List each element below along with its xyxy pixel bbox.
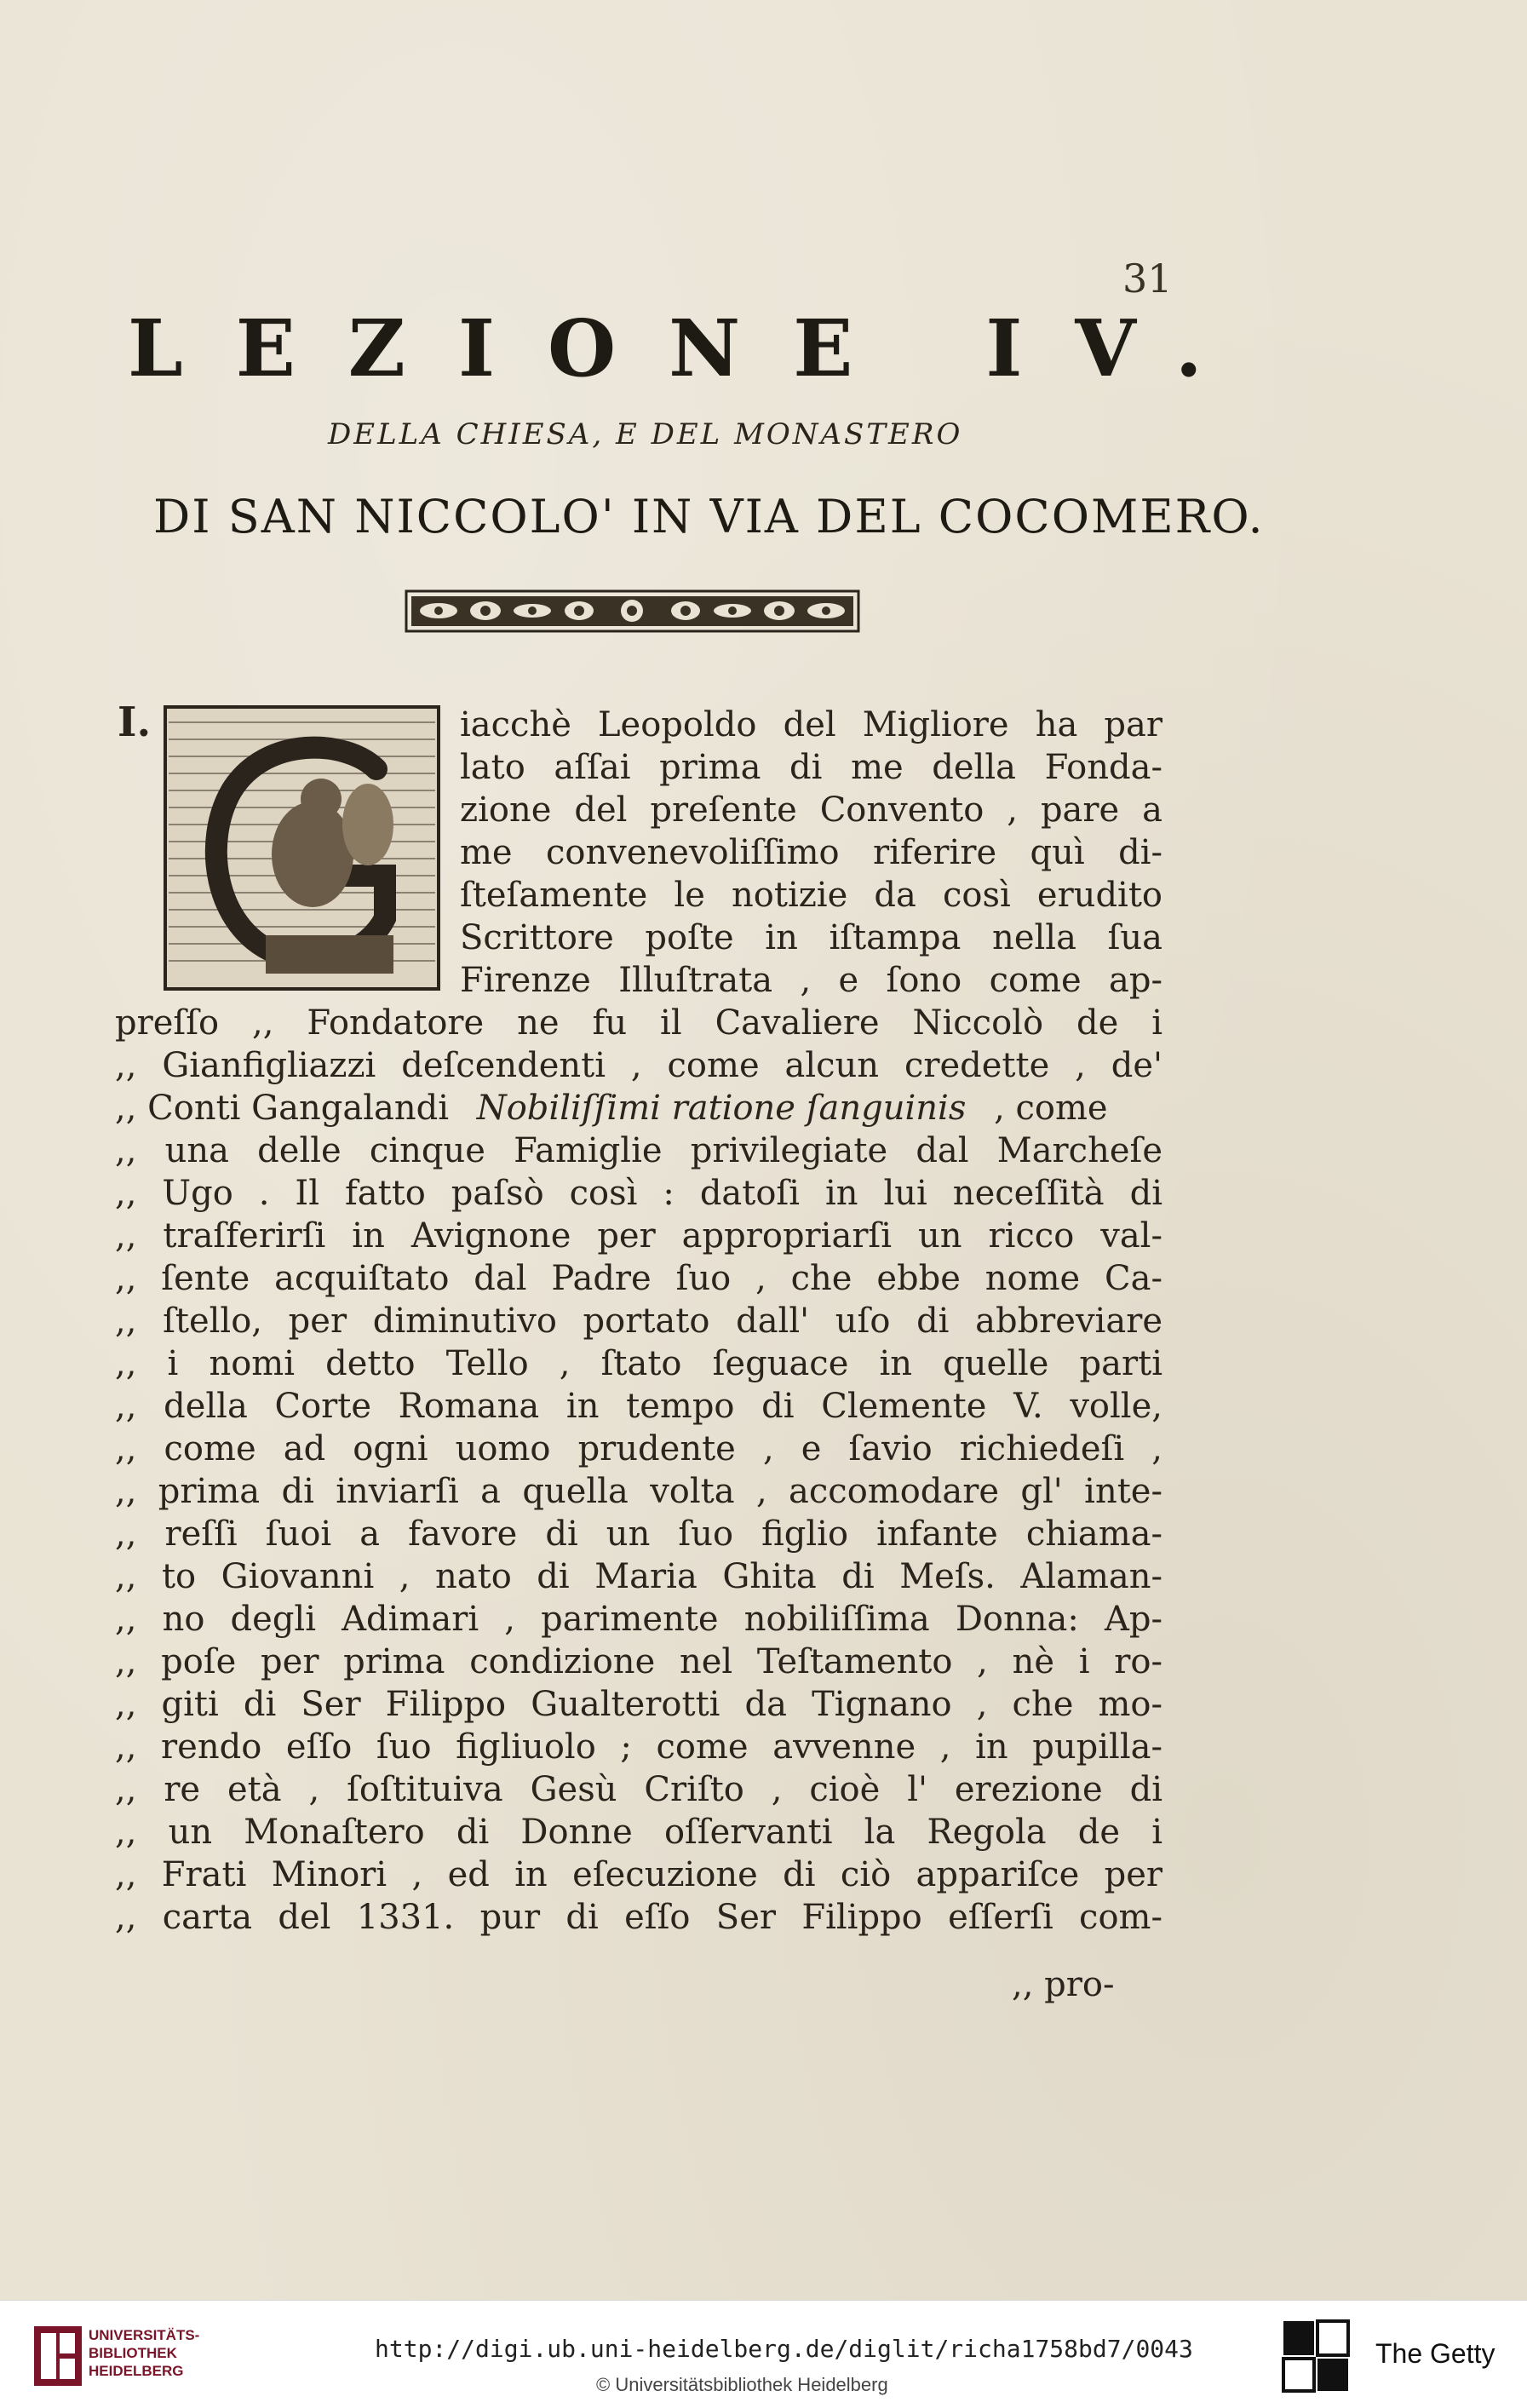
partner-name: The Getty (1375, 2338, 1495, 2369)
text-line: ,, ſente acquiſtato dal Padre ſuo , che ebbe nome Ca- (115, 1259, 1162, 1298)
text-line: lato aſſai prima di me della Fonda- (460, 748, 1162, 787)
text-line: iacchè Leopoldo del Migliore ha par (460, 705, 1162, 744)
text-line: zione del preſente Convento , pare a (460, 790, 1162, 830)
page-number: 31 (1122, 256, 1173, 302)
italic-phrase: Nobiliſſimi ratione ſanguinis (476, 1089, 967, 1128)
text-line: ,, i nomi detto Tello , ſtato ſeguace in quelle parti (115, 1344, 1162, 1383)
text-line: ,, rendo eſſo ſuo figliuolo ; come avvenne , in pupilla- (115, 1727, 1162, 1767)
library-name (89, 2326, 199, 2380)
chapter-subheading: DELLA CHIESA, E DEL MONASTERO (328, 417, 963, 451)
chapter-heading: LEZIONE IV. (128, 302, 1255, 394)
text-line: ,, Frati Minori , ed in eſecuzione di ciò appariſce per (115, 1855, 1162, 1894)
text-line: ,, traſferirſi in Avignone per appropriarſi un ricco val- (115, 1216, 1162, 1256)
text-line-mixed (115, 1087, 1162, 1129)
getty-logo-icon (1282, 2319, 1350, 2393)
permalink-url[interactable]: http://digi.ub.uni-heidelberg.de/diglit/richa1758bd7/0043 (375, 2335, 1193, 2363)
ornamental-headpiece (405, 588, 860, 635)
text-line: ,, prima di inviarſi a quella volta , accomodare gl' inte- (115, 1472, 1162, 1511)
library-name-line: UNIVERSITÄTS- (89, 2327, 200, 2343)
text-line: me convenevoliſſimo riferire quì di- (460, 833, 1162, 872)
university-library-logo-icon (34, 2326, 82, 2386)
text-line: ,, reſſi ſuoi a favore di un ſuo figlio infante chiama- (115, 1514, 1162, 1554)
text-line: ,, poſe per prima condizione nel Teſtamento , nè i ro- (115, 1642, 1162, 1681)
text-line: ,, della Corte Romana in tempo di Clemente V. volle, (115, 1387, 1162, 1426)
text-line: ,, un Monaſtero di Donne oſſervanti la Regola de i (115, 1813, 1162, 1852)
text-line: ,, Gianfigliazzi deſcendenti , come alcun credette , de' (115, 1046, 1162, 1085)
text-line: ,, come ad ogni uomo prudente , e ſavio richiedeſi , (115, 1429, 1162, 1468)
text-line: ſteſamente le notizie da così erudito (460, 876, 1162, 915)
library-name-line: BIBLIOTHEK (89, 2345, 177, 2361)
text-line: ,, ſtello, per diminutivo portato dall' uſo di abbreviare (115, 1302, 1162, 1341)
text-segment: , come (994, 1089, 1108, 1128)
text-line: ,, giti di Ser Filippo Gualterotti da Tignano , che mo- (115, 1685, 1162, 1724)
text-line: ,, Ugo . Il fatto paſsò così : datoſi in lui neceſſità di (115, 1174, 1162, 1213)
text-line: ,, carta del 1331. pur di eſſo Ser Filippo eſſerſi com- (115, 1898, 1162, 1937)
text-line: ,, re età , ſoſtituiva Gesù Criſto , cioè l' erezione di (115, 1770, 1162, 1809)
chapter-title: DI SAN NICCOLO' IN VIA DEL COCOMERO. (153, 490, 1265, 543)
text-line: Firenze Illuſtrata , e ſono come ap- (460, 961, 1162, 1000)
text-line: preſſo ,, Fondatore ne fu il Cavaliere Niccolò de i (115, 1003, 1162, 1043)
text-line: ,, to Giovanni , nato di Maria Ghita di Meſs. Alaman- (115, 1557, 1162, 1596)
catchword: ,, pro- (1012, 1965, 1115, 2004)
text-line: ,, no degli Adimari , parimente nobiliſſima Donna: Ap- (115, 1600, 1162, 1639)
viewer-footer (0, 2300, 1527, 2408)
decorated-initial-g (164, 705, 440, 991)
text-segment: ,, Conti Gangalandi (115, 1089, 449, 1128)
section-number: I. (118, 698, 152, 746)
text-line: Scrittore poſte in iſtampa nella ſua (460, 918, 1162, 957)
library-name-line: HEIDELBERG (89, 2363, 184, 2379)
copyright-notice: © Universitätsbibliothek Heidelberg (596, 2374, 888, 2395)
text-line: ,, una delle cinque Famiglie privilegiate dal Marcheſe (115, 1131, 1162, 1170)
